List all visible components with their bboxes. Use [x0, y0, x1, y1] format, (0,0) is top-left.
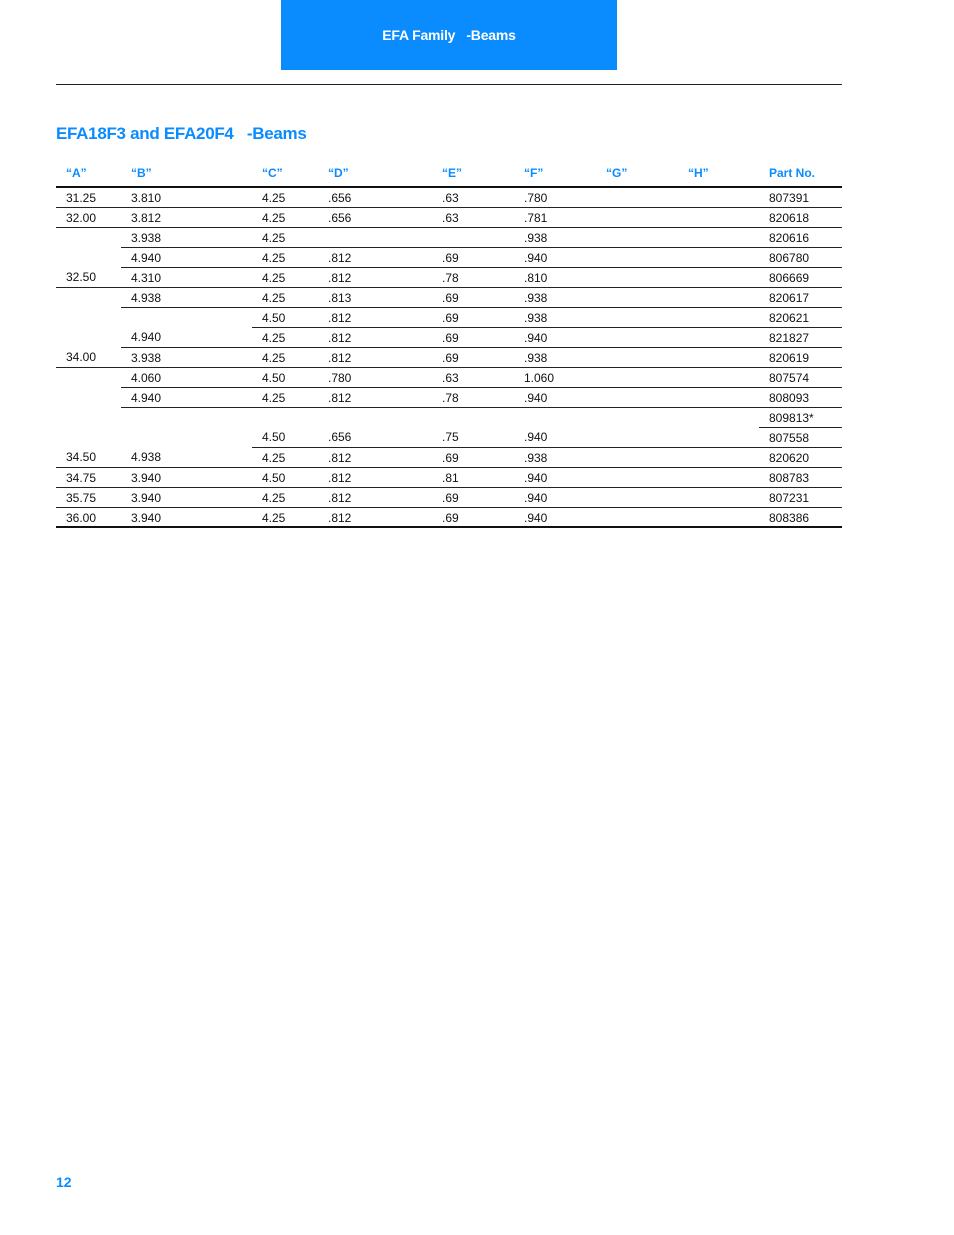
cell-f: .781 — [514, 207, 596, 227]
cell-h — [678, 387, 759, 407]
cell-b: 4.310 — [121, 267, 252, 287]
cell-h — [678, 287, 759, 307]
cell-f: .940 — [514, 427, 596, 447]
table-row — [56, 507, 842, 527]
table-row — [56, 487, 842, 507]
cell-f: .940 — [514, 387, 596, 407]
cell-g — [596, 427, 678, 447]
cell-f: 1.060 — [514, 367, 596, 387]
cell-f: .940 — [514, 507, 596, 527]
cell-part-no: 820618 — [759, 207, 842, 227]
cell-e: .69 — [432, 287, 514, 307]
cell-e: .69 — [432, 307, 514, 327]
cell-b — [121, 427, 252, 447]
cell-a: 31.25 — [56, 187, 121, 207]
table-row — [56, 247, 842, 267]
cell-c: 4.25 — [252, 507, 318, 527]
cell-b: 3.940 — [121, 487, 252, 507]
cell-e: .75 — [432, 427, 514, 447]
cell-a — [56, 247, 121, 267]
cell-a — [56, 307, 121, 327]
cell-e — [432, 227, 514, 247]
cell-d: .812 — [318, 267, 432, 287]
cell-c: 4.25 — [252, 287, 318, 307]
cell-d: .812 — [318, 327, 432, 347]
cell-c: 4.25 — [252, 207, 318, 227]
cell-c: 4.50 — [252, 367, 318, 387]
cell-e — [432, 407, 514, 427]
cell-f: .780 — [514, 187, 596, 207]
cell-d: .656 — [318, 427, 432, 447]
cell-b: 3.812 — [121, 207, 252, 227]
cell-f: .940 — [514, 487, 596, 507]
cell-b: 3.940 — [121, 507, 252, 527]
cell-c: 4.50 — [252, 467, 318, 487]
cell-f: .940 — [514, 467, 596, 487]
cell-d: .812 — [318, 467, 432, 487]
cell-part-no: 820619 — [759, 347, 842, 367]
cell-a: 34.50 — [56, 447, 121, 467]
cell-c: 4.25 — [252, 347, 318, 367]
cell-b: 4.938 — [121, 287, 252, 307]
cell-g — [596, 227, 678, 247]
cell-part-no: 807574 — [759, 367, 842, 387]
cell-part-no: 806669 — [759, 267, 842, 287]
cell-b: 4.938 — [121, 447, 252, 467]
cell-h — [678, 327, 759, 347]
cell-e: .69 — [432, 247, 514, 267]
page-number: 12 — [56, 1174, 72, 1190]
cell-d: .656 — [318, 207, 432, 227]
column-header-f: “F” — [514, 160, 596, 187]
cell-b: 3.938 — [121, 347, 252, 367]
table-row — [56, 307, 842, 327]
cell-d — [318, 407, 432, 427]
header-tab-label: EFA Family -Beams — [382, 27, 516, 43]
column-header-a: “A” — [56, 160, 121, 187]
cell-g — [596, 407, 678, 427]
cell-c: 4.25 — [252, 187, 318, 207]
cell-d: .780 — [318, 367, 432, 387]
cell-h — [678, 467, 759, 487]
table-row — [56, 187, 842, 207]
table-row — [56, 427, 842, 447]
cell-e: .69 — [432, 487, 514, 507]
cell-a — [56, 407, 121, 427]
column-header-part-no: Part No. — [759, 160, 842, 187]
beams-table — [56, 160, 842, 528]
cell-b — [121, 307, 252, 327]
cell-g — [596, 247, 678, 267]
cell-d — [318, 227, 432, 247]
cell-e: .69 — [432, 327, 514, 347]
cell-d: .812 — [318, 307, 432, 327]
cell-c: 4.25 — [252, 487, 318, 507]
cell-h — [678, 307, 759, 327]
cell-e: .69 — [432, 447, 514, 467]
cell-d: .656 — [318, 187, 432, 207]
cell-g — [596, 187, 678, 207]
cell-e: .78 — [432, 267, 514, 287]
cell-h — [678, 487, 759, 507]
cell-c: 4.25 — [252, 387, 318, 407]
cell-h — [678, 507, 759, 527]
cell-g — [596, 467, 678, 487]
column-header-e: “E” — [432, 160, 514, 187]
table-row — [56, 227, 842, 247]
cell-part-no: 809813* — [759, 407, 842, 427]
cell-a: 32.00 — [56, 207, 121, 227]
cell-h — [678, 227, 759, 247]
cell-g — [596, 507, 678, 527]
cell-g — [596, 487, 678, 507]
table-header-row — [56, 160, 842, 187]
cell-b: 3.938 — [121, 227, 252, 247]
column-header-c: “C” — [252, 160, 318, 187]
column-header-b: “B” — [121, 160, 252, 187]
cell-part-no: 820616 — [759, 227, 842, 247]
column-header-h: “H” — [678, 160, 759, 187]
cell-a — [56, 287, 121, 307]
cell-a: 32.50 — [56, 267, 121, 287]
cell-h — [678, 427, 759, 447]
cell-g — [596, 267, 678, 287]
column-header-g: “G” — [596, 160, 678, 187]
cell-part-no: 807231 — [759, 487, 842, 507]
cell-f — [514, 407, 596, 427]
cell-e: .69 — [432, 507, 514, 527]
cell-a — [56, 367, 121, 387]
cell-part-no: 807558 — [759, 427, 842, 447]
cell-d: .812 — [318, 487, 432, 507]
cell-c: 4.25 — [252, 267, 318, 287]
cell-d: .813 — [318, 287, 432, 307]
table-row — [56, 367, 842, 387]
table-row — [56, 327, 842, 347]
cell-g — [596, 307, 678, 327]
table-row — [56, 467, 842, 487]
header-divider — [56, 84, 842, 85]
cell-b: 3.810 — [121, 187, 252, 207]
cell-part-no: 808093 — [759, 387, 842, 407]
cell-f: .940 — [514, 327, 596, 347]
table-row — [56, 267, 842, 287]
cell-e: .69 — [432, 347, 514, 367]
cell-e: .63 — [432, 367, 514, 387]
table-body — [56, 187, 842, 527]
cell-c: 4.25 — [252, 327, 318, 347]
cell-d: .812 — [318, 347, 432, 367]
cell-f: .940 — [514, 247, 596, 267]
table-row — [56, 447, 842, 467]
cell-a — [56, 327, 121, 347]
table-row — [56, 287, 842, 307]
cell-g — [596, 347, 678, 367]
cell-h — [678, 367, 759, 387]
cell-part-no: 820617 — [759, 287, 842, 307]
cell-a: 34.75 — [56, 467, 121, 487]
cell-h — [678, 447, 759, 467]
cell-part-no: 808783 — [759, 467, 842, 487]
cell-f: .938 — [514, 227, 596, 247]
cell-g — [596, 447, 678, 467]
column-header-d: “D” — [318, 160, 432, 187]
cell-e: .63 — [432, 187, 514, 207]
cell-d: .812 — [318, 507, 432, 527]
cell-f: .938 — [514, 287, 596, 307]
cell-c — [252, 407, 318, 427]
section-title: EFA18F3 and EFA20F4 -Beams — [56, 124, 307, 143]
cell-c: 4.25 — [252, 227, 318, 247]
cell-part-no: 820620 — [759, 447, 842, 467]
cell-b: 3.940 — [121, 467, 252, 487]
cell-c: 4.25 — [252, 447, 318, 467]
cell-b: 4.940 — [121, 327, 252, 347]
cell-h — [678, 267, 759, 287]
cell-h — [678, 187, 759, 207]
cell-part-no: 806780 — [759, 247, 842, 267]
cell-g — [596, 387, 678, 407]
cell-b: 4.940 — [121, 387, 252, 407]
cell-a: 35.75 — [56, 487, 121, 507]
table-row — [56, 387, 842, 407]
cell-part-no: 807391 — [759, 187, 842, 207]
cell-e: .81 — [432, 467, 514, 487]
cell-g — [596, 207, 678, 227]
cell-b — [121, 407, 252, 427]
cell-f: .938 — [514, 447, 596, 467]
table-row — [56, 407, 842, 427]
cell-a: 36.00 — [56, 507, 121, 527]
cell-part-no: 808386 — [759, 507, 842, 527]
cell-c: 4.50 — [252, 427, 318, 447]
cell-d: .812 — [318, 447, 432, 467]
cell-f: .810 — [514, 267, 596, 287]
cell-g — [596, 287, 678, 307]
header-tab — [281, 0, 617, 70]
table-row — [56, 207, 842, 227]
cell-c: 4.25 — [252, 247, 318, 267]
cell-a — [56, 227, 121, 247]
cell-h — [678, 407, 759, 427]
table-row — [56, 347, 842, 367]
cell-f: .938 — [514, 307, 596, 327]
cell-a — [56, 387, 121, 407]
cell-b: 4.060 — [121, 367, 252, 387]
cell-f: .938 — [514, 347, 596, 367]
cell-h — [678, 247, 759, 267]
cell-g — [596, 367, 678, 387]
cell-d: .812 — [318, 247, 432, 267]
cell-part-no: 820621 — [759, 307, 842, 327]
cell-a — [56, 427, 121, 447]
cell-h — [678, 347, 759, 367]
cell-d: .812 — [318, 387, 432, 407]
cell-g — [596, 327, 678, 347]
cell-a: 34.00 — [56, 347, 121, 367]
cell-c: 4.50 — [252, 307, 318, 327]
cell-e: .63 — [432, 207, 514, 227]
cell-h — [678, 207, 759, 227]
cell-b: 4.940 — [121, 247, 252, 267]
cell-e: .78 — [432, 387, 514, 407]
cell-part-no: 821827 — [759, 327, 842, 347]
